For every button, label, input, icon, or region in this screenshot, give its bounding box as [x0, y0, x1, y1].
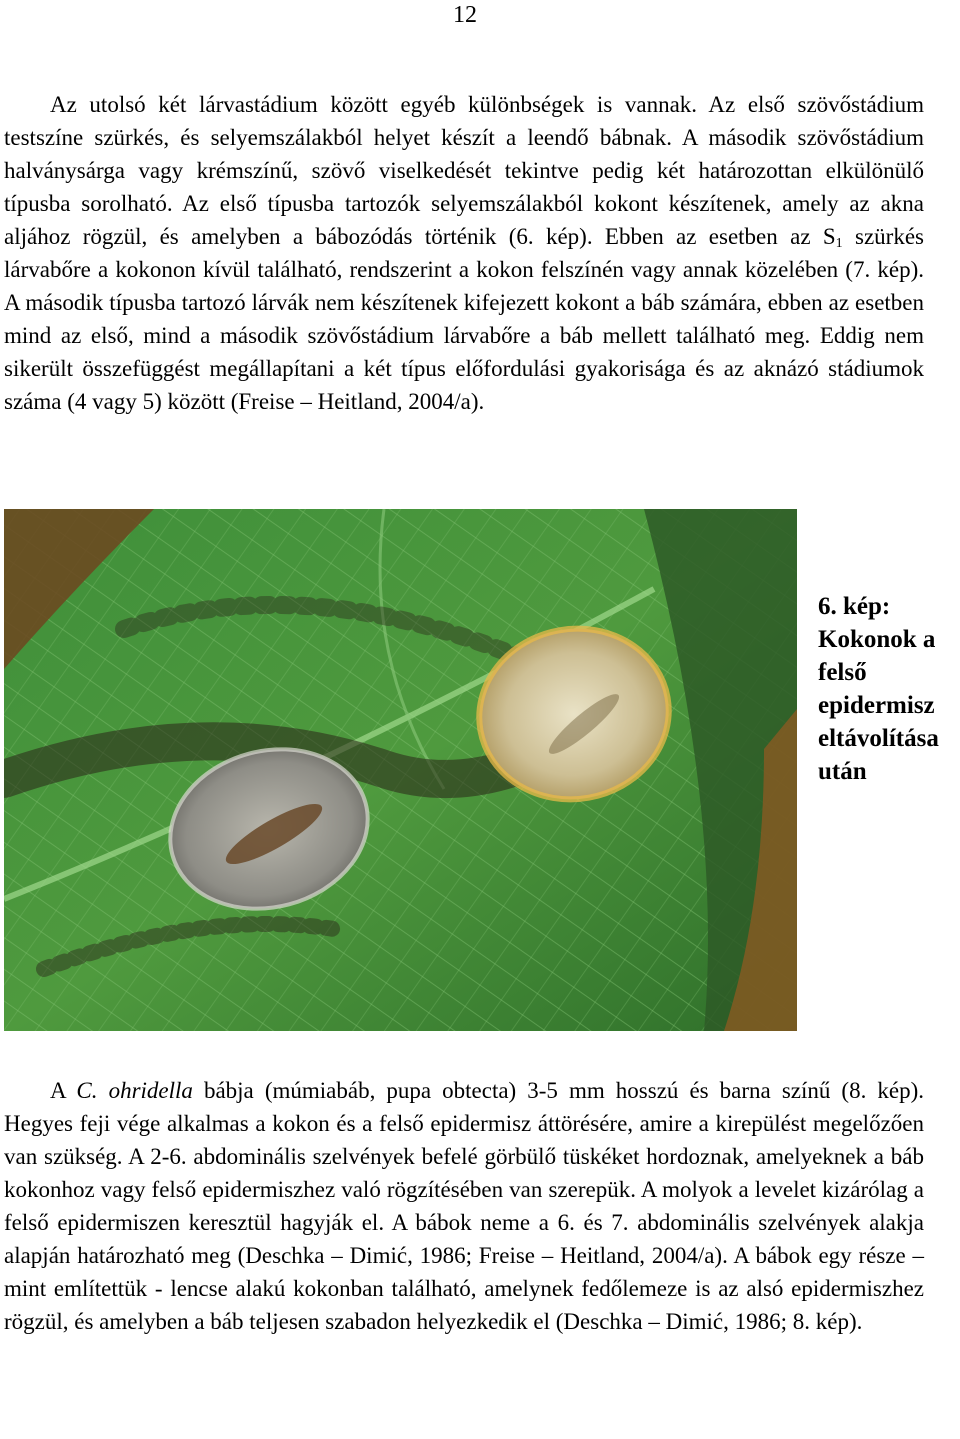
figure-caption — [818, 590, 960, 788]
caption-line: után — [818, 758, 867, 785]
paragraph-cocoon-types — [4, 88, 924, 418]
caption-line: Kokonok a — [818, 626, 936, 653]
paragraph2-text-b: bábja (múmiabáb, pupa obtecta) 3-5 mm hosszú és barna színű (8. kép). Hegyes feji vége alkalmas a kokon és a felső epidermisz áttörésére, amire a kirepülést megelőzően van szükség. A 2-6. abdominális szelvények befelé görbülő tüskéket hordoznak, amelyeknek a báb kokonhoz vagy felső epidermiszhez való rögzítésében van szerepük. A molyok a levelet kizárólag a felső epidermiszen keresztül hagyják el. A bábok neme a 6. és 7. abdominális szelvények alakja alapján határozható meg (Deschka – Dimić, 1986; Freise – Heitland, 2004/a). A bábok egy része – mint említettük - lencse alakú kokonban található, amelynek fedőlemeze is az alsó epidermiszhez rögzül, és amelyben a báb teljesen szabadon helyezkedik el (Deschka – Dimić, 1986; 8. kép). — [4, 1078, 925, 1334]
paragraph2-space — [98, 1078, 109, 1103]
paragraph1-text-a: Az utolsó két lárvastádium között egyéb különbségek is vannak. Az első szövőstádium testszíne szürkés, és selyemszálakból helyet készít a leendő bábnak. A második szövőstádium halványsárga vagy krémszínű, szövő viselkedését tekintve pedig két határozottan elkülönülő típusba sorolható. Az első típusba tartozók selyemszálakból kokont készítenek, amely az akna aljához rögzül, és amelyben a bábozódás történik (6. kép). Ebben az esetben az S — [4, 92, 924, 249]
paragraph1-text-b: szürkés lárvabőre a kokonon kívül található, rendszerint a kokon felszínén vagy annak közelében (7. kép). A második típusba tartozó lárvák nem készítenek kifejezett kokont a báb számára, ebben az esetben mind az első, mind a második szövőstádium lárvabőre a báb mellett található meg. Eddig nem sikerült összefüggést megállapítani a két típus előfordulási gyakorisága és az aknázó stádiumok száma (4 vagy 5) között (Freise – Heitland, 2004/a). — [4, 224, 924, 414]
paragraph2-text-a: A — [50, 1078, 77, 1103]
caption-line: 6. kép: — [818, 593, 891, 620]
leaf-cocoons-photo — [4, 509, 797, 1031]
page-number: 12 — [453, 2, 477, 28]
paragraph1-subscript: 1 — [835, 236, 843, 251]
paragraph-pupa — [4, 1074, 924, 1338]
genus-abbreviation: C. — [76, 1078, 98, 1103]
caption-line: felső — [818, 659, 867, 686]
species-name: ohridella — [108, 1078, 193, 1103]
caption-line: epidermisz — [818, 692, 935, 719]
caption-line: eltávolítása — [818, 725, 939, 752]
